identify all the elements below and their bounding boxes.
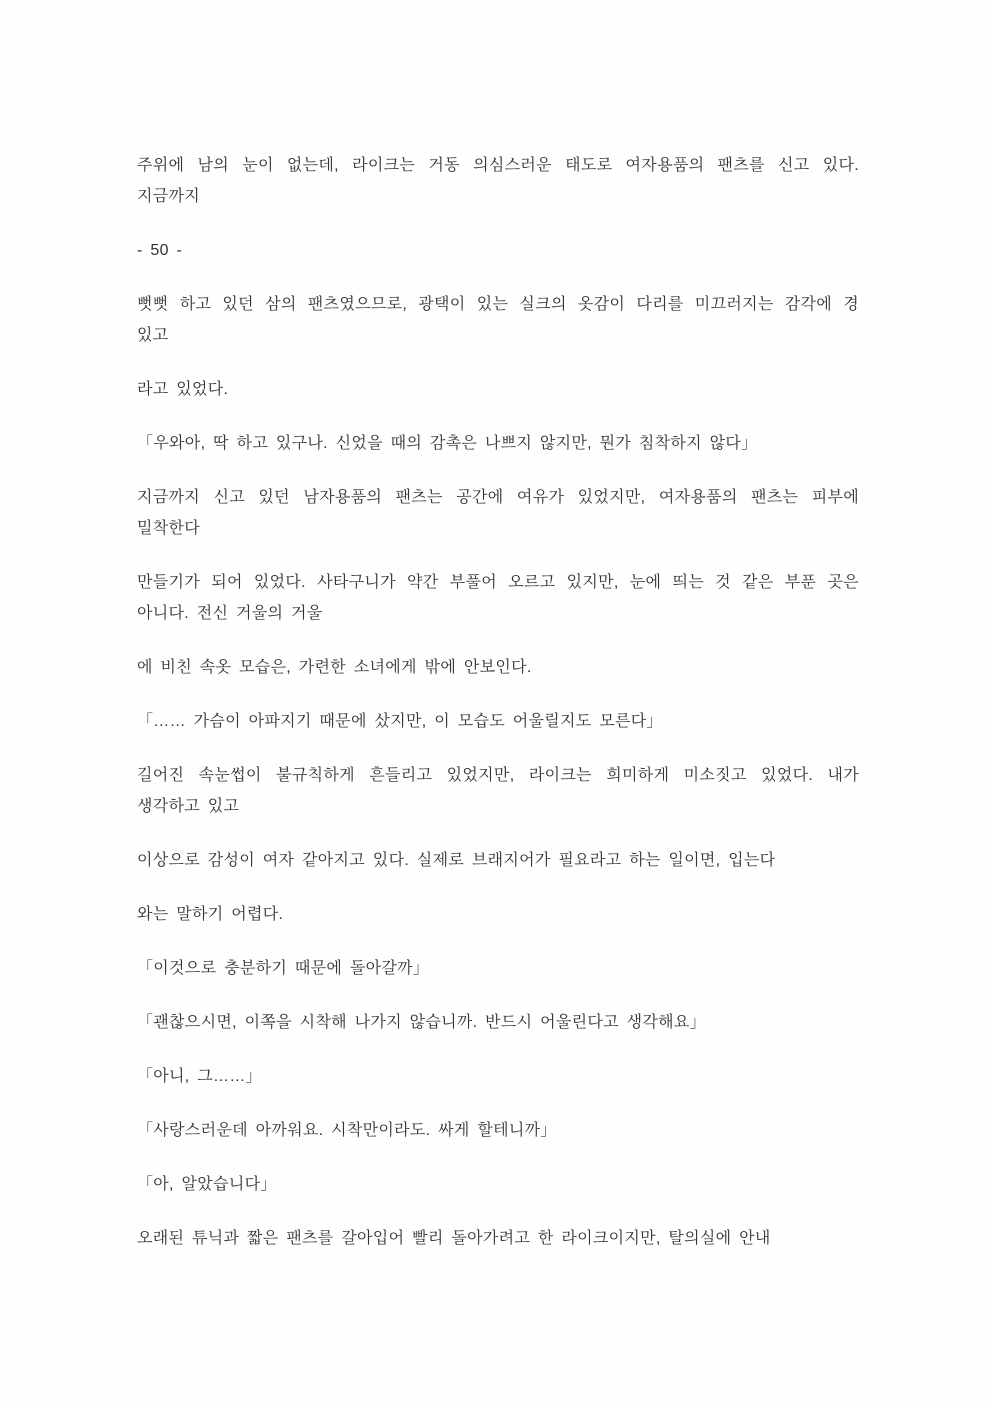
text-line: 라고 있었다.	[137, 381, 229, 398]
text-line: 지금까지	[137, 188, 201, 205]
dialogue-line: 「우와아, 딱 하고 있구나. 신었을 때의 감촉은 나쁘지 않지만, 뭔가 침착하지 않다」	[137, 435, 758, 452]
text-line: 이상으로 감성이 여자 같아지고 있다. 실제로 브래지어가 필요라고 하는 일이면, 입는다	[137, 852, 776, 869]
dialogue-line: 「아, 알았습니다」	[137, 1176, 277, 1193]
dialogue-line: 「괜찮으시면, 이쪽을 시착해 나가지 않습니까. 반드시 어울린다고 생각해요」	[137, 1014, 706, 1031]
text-line: 에 비친 속옷 모습은, 가련한 소녀에게 밖에 안보인다.	[137, 659, 532, 676]
dialogue-line: 「이것으로 충분하기 때문에 돌아갈까」	[137, 960, 430, 977]
page-number-marker: - 50 -	[137, 242, 183, 259]
text-line: 길어진 속눈썹이 불규칙하게 흔들리고 있었지만, 라이크는 희미하게 미소짓고 있었다. 내가	[137, 767, 859, 784]
text-line: 주위에 남의 눈이 없는데, 라이크는 거동 의심스러운 태도로 여자용품의 팬츠를 신고 있다.	[137, 157, 859, 174]
text-line: 지금까지 신고 있던 남자용품의 팬츠는 공간에 여유가 있었지만, 여자용품의 팬츠는 피부에	[137, 489, 859, 506]
dialogue-line: 「아니, 그……」	[137, 1068, 262, 1085]
text-line: 오래된 튜닉과 짧은 팬츠를 갈아입어 빨리 돌아가려고 한 라이크이지만, 탈의실에 안내	[137, 1230, 771, 1247]
dialogue-line: 「사랑스러운데 아까워요. 시착만이라도. 싸게 할테니까」	[137, 1122, 557, 1139]
text-line: 밀착한다	[137, 520, 201, 537]
text-line: 만들기가 되어 있었다. 사타구니가 약간 부풀어 오르고 있지만, 눈에 띄는 것 같은 부푼 곳은	[137, 574, 859, 591]
text-line: 와는 말하기 어렵다.	[137, 906, 284, 923]
text-content	[137, 150, 859, 1254]
dialogue-line: 「…… 가슴이 아파지기 때문에 샀지만, 이 모습도 어울릴지도 모른다」	[137, 713, 663, 730]
text-line: 아니다. 전신 거울의 거울	[137, 605, 323, 622]
text-line: 뻣뻣 하고 있던 삼의 팬츠였으므로, 광택이 있는 실크의 옷감이 다리를 미끄러지는 감각에 경	[137, 296, 859, 313]
text-line: 있고	[137, 327, 169, 344]
text-line: 생각하고 있고	[137, 798, 240, 815]
